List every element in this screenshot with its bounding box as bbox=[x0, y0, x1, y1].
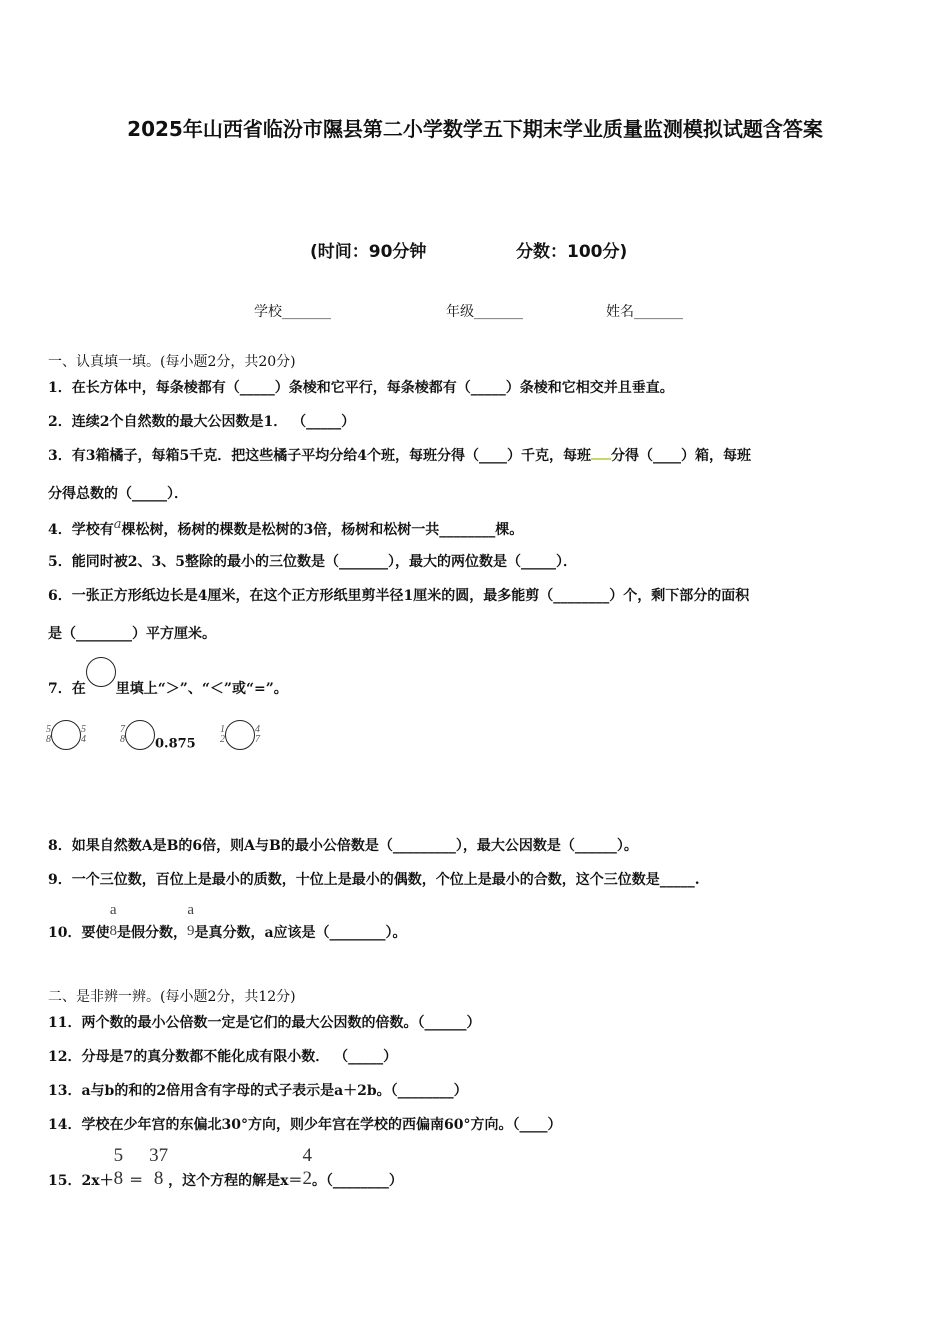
question-3-cont: 分得总数的（_____）． bbox=[48, 486, 188, 502]
exam-time: (时间：90分钟 bbox=[310, 242, 427, 262]
question-5: 5．能同时被2、3、5整除的最小的三位数是（_______），最大的两位数是（_____）． bbox=[48, 554, 577, 570]
name-field: 姓名_______ bbox=[606, 304, 683, 320]
fraction: 4 2 bbox=[302, 1145, 312, 1189]
question-10: 10．要使 a 8 是假分数， a 9 是真分数，a应该是（________）。 bbox=[48, 902, 407, 941]
fraction: 5 8 bbox=[113, 1145, 124, 1189]
question-14: 14．学校在少年宫的东偏北30°方向，则少年宫在学校的西偏南60°方向。（____） bbox=[48, 1117, 562, 1133]
question-4: 4．学校有a棵松树，杨树的棵数是松树的3倍，杨树和松树一共________棵。 bbox=[48, 517, 524, 538]
compare-item-1 bbox=[46, 720, 86, 750]
question-2: 2．连续2个自然数的最大公因数是1． （_____） bbox=[48, 414, 356, 430]
fraction: 1 2 bbox=[220, 724, 225, 745]
section-heading: 一、认真填一填。(每小题2分，共20分) bbox=[48, 354, 296, 370]
document-title: 2025年山西省临汾市隰县第二小学数学五下期末学业质量监测模拟试题含答案 bbox=[127, 117, 823, 141]
fraction: 5 8 bbox=[46, 724, 51, 745]
fraction: a 9 bbox=[186, 902, 195, 939]
fraction: 37 8 bbox=[149, 1145, 169, 1189]
question-15: 15．2x＋ 5 8 ＝ 37 8 ，这个方程的解是x＝ 4 2 。（________） bbox=[48, 1145, 403, 1189]
compare-circle[interactable] bbox=[125, 720, 155, 750]
question-9: 9．一个三位数，百位上是最小的质数，十位上是最小的偶数，个位上是最小的合数，这个三位数是_____. bbox=[48, 872, 700, 888]
fraction: a 8 bbox=[109, 902, 117, 939]
fraction: 5 4 bbox=[81, 724, 86, 745]
question-6-cont: 是（________）平方厘米。 bbox=[48, 626, 216, 642]
answer-blank bbox=[591, 457, 611, 460]
compare-item-2: 7 8 $_{0.875}$ bbox=[120, 720, 196, 752]
question-13: 13．a与b的和的2倍用含有字母的式子表示是a＋2b。（________） bbox=[48, 1083, 468, 1099]
question-12: 12．分母是7的真分数都不能化成有限小数． （_____） bbox=[48, 1049, 398, 1065]
school-field: 学校_______ bbox=[254, 304, 331, 320]
question-11: 11．两个数的最小公倍数一定是它们的最大公因数的倍数。（______） bbox=[48, 1015, 481, 1031]
compare-item-3 bbox=[220, 720, 260, 750]
variable-a: a bbox=[113, 517, 122, 532]
question-8: 8．如果自然数A是B的6倍，则A与B的最小公倍数是（_________），最大公因数是（______）。 bbox=[48, 838, 638, 854]
compare-circle[interactable] bbox=[51, 720, 81, 750]
question-6: 6．一张正方形纸边长是4厘米，在这个正方形纸里剪半径1厘米的圆，最多能剪（________）个，剩下部分的面积 bbox=[48, 588, 750, 604]
question-1: 1．在长方体中，每条棱都有（_____）条棱和它平行，每条棱都有（_____）条棱和它相交并且垂直。 bbox=[48, 380, 674, 396]
compare-circle[interactable] bbox=[225, 720, 255, 750]
section-heading: 二、是非辨一辨。(每小题2分，共12分) bbox=[48, 989, 296, 1005]
compare-circle[interactable] bbox=[86, 657, 116, 687]
fraction: 7 8 bbox=[120, 724, 125, 745]
grade-field: 年级_______ bbox=[446, 304, 523, 320]
exam-score: 分数：100分) bbox=[516, 242, 628, 262]
question-3: 3．有3箱橘子，每箱5千克．把这些橘子平均分给4个班，每班分得（____）千克，每班 分得（____）箱，每班 bbox=[48, 448, 751, 464]
fraction: 4 7 bbox=[255, 724, 260, 745]
question-7: 7．在 里填上“＞”、“＜”或“=”。 bbox=[48, 657, 288, 698]
